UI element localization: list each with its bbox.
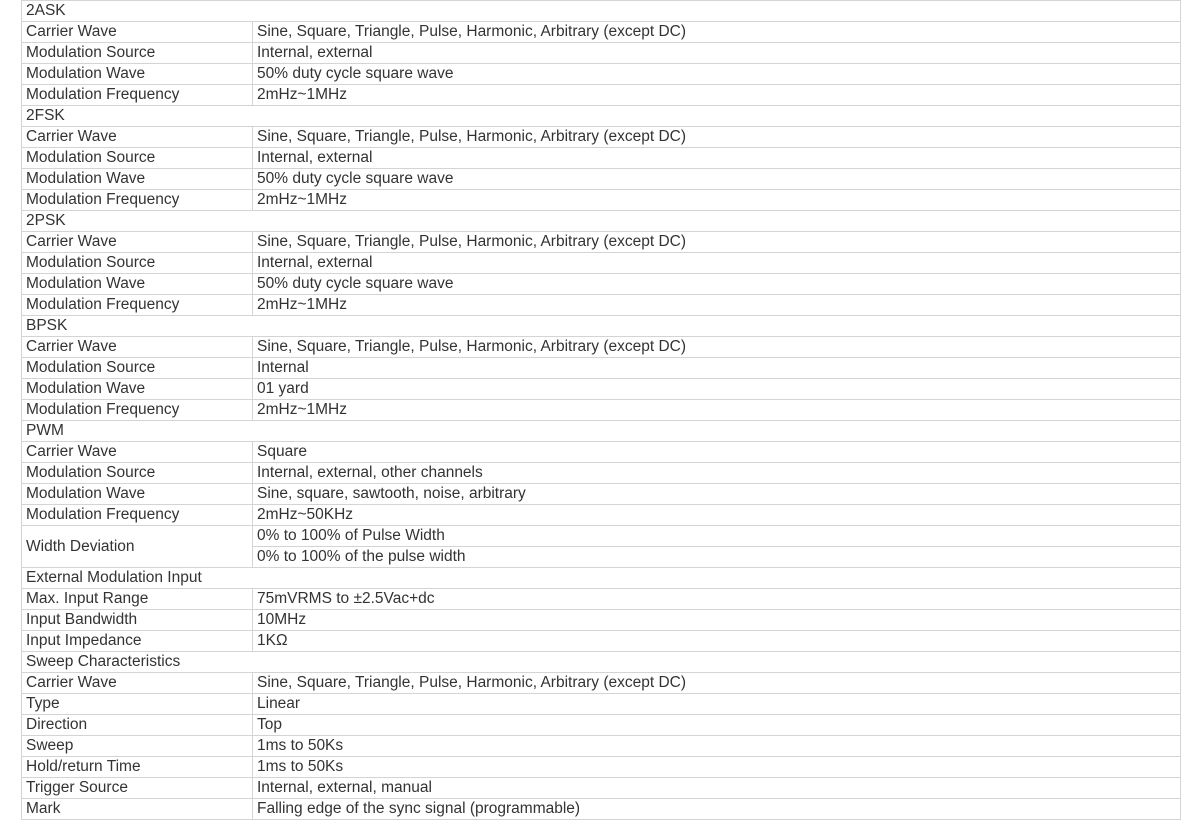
spec-row	[22, 715, 1181, 736]
spec-value: Internal, external, other channels	[253, 463, 1181, 484]
spec-row	[22, 484, 1181, 505]
spec-value: 10MHz	[253, 610, 1181, 631]
spec-label: Sweep	[22, 736, 253, 757]
spec-label: Type	[22, 694, 253, 715]
spec-value: 1ms to 50Ks	[253, 757, 1181, 778]
spec-value: 75mVRMS to ±2.5Vac+dc	[253, 589, 1181, 610]
section-header-row	[22, 652, 1181, 673]
spec-value: 1KΩ	[253, 631, 1181, 652]
spec-row	[22, 778, 1181, 799]
spec-value: Internal, external	[253, 43, 1181, 64]
spec-row	[22, 505, 1181, 526]
spec-label: Carrier Wave	[22, 442, 253, 463]
section-header-row	[22, 1, 1181, 22]
spec-value: 2mHz~1MHz	[253, 190, 1181, 211]
spec-row	[22, 274, 1181, 295]
section-title: 2ASK	[22, 1, 1181, 22]
spec-row	[22, 589, 1181, 610]
spec-label: Carrier Wave	[22, 337, 253, 358]
section-title: PWM	[22, 421, 1181, 442]
spec-row	[22, 526, 1181, 547]
section-title: BPSK	[22, 316, 1181, 337]
spec-row	[22, 148, 1181, 169]
section-header-row	[22, 316, 1181, 337]
spec-row	[22, 358, 1181, 379]
spec-value: Sine, Square, Triangle, Pulse, Harmonic, Arbitrary (except DC)	[253, 22, 1181, 43]
section-title: Sweep Characteristics	[22, 652, 1181, 673]
spec-value: Top	[253, 715, 1181, 736]
spec-value: Internal	[253, 358, 1181, 379]
spec-label: Modulation Frequency	[22, 505, 253, 526]
spec-label: Modulation Wave	[22, 484, 253, 505]
spec-label: Carrier Wave	[22, 22, 253, 43]
spec-table	[21, 0, 1181, 820]
spec-row	[22, 43, 1181, 64]
spec-value: 0% to 100% of Pulse Width	[253, 526, 1181, 547]
spec-value: Internal, external, manual	[253, 778, 1181, 799]
spec-row	[22, 799, 1181, 820]
spec-value: Sine, Square, Triangle, Pulse, Harmonic, Arbitrary (except DC)	[253, 337, 1181, 358]
spec-value: Sine, Square, Triangle, Pulse, Harmonic, Arbitrary (except DC)	[253, 673, 1181, 694]
spec-value: Linear	[253, 694, 1181, 715]
spec-label: Direction	[22, 715, 253, 736]
spec-value: Internal, external	[253, 253, 1181, 274]
section-header-row	[22, 106, 1181, 127]
spec-label: Carrier Wave	[22, 232, 253, 253]
spec-row	[22, 64, 1181, 85]
spec-label: Modulation Frequency	[22, 400, 253, 421]
spec-label: Input Bandwidth	[22, 610, 253, 631]
spec-value: Sine, Square, Triangle, Pulse, Harmonic, Arbitrary (except DC)	[253, 127, 1181, 148]
spec-value: 2mHz~1MHz	[253, 85, 1181, 106]
spec-value: Falling edge of the sync signal (programmable)	[253, 799, 1181, 820]
spec-label: Modulation Source	[22, 463, 253, 484]
spec-value: Sine, Square, Triangle, Pulse, Harmonic, Arbitrary (except DC)	[253, 232, 1181, 253]
spec-value: 50% duty cycle square wave	[253, 64, 1181, 85]
spec-label: Hold/return Time	[22, 757, 253, 778]
spec-value: Sine, square, sawtooth, noise, arbitrary	[253, 484, 1181, 505]
spec-row	[22, 673, 1181, 694]
spec-value: 50% duty cycle square wave	[253, 169, 1181, 190]
spec-row	[22, 379, 1181, 400]
spec-row	[22, 169, 1181, 190]
spec-label: Max. Input Range	[22, 589, 253, 610]
spec-label: Trigger Source	[22, 778, 253, 799]
spec-value: Square	[253, 442, 1181, 463]
spec-row	[22, 295, 1181, 316]
section-title: 2FSK	[22, 106, 1181, 127]
section-title: 2PSK	[22, 211, 1181, 232]
spec-label: Modulation Wave	[22, 274, 253, 295]
spec-label: Modulation Frequency	[22, 85, 253, 106]
spec-label: Modulation Wave	[22, 379, 253, 400]
spec-value: 2mHz~1MHz	[253, 400, 1181, 421]
spec-label: Modulation Wave	[22, 169, 253, 190]
spec-label: Carrier Wave	[22, 127, 253, 148]
spec-row	[22, 337, 1181, 358]
spec-label: Modulation Frequency	[22, 190, 253, 211]
spec-row	[22, 694, 1181, 715]
spec-label: Carrier Wave	[22, 673, 253, 694]
spec-row	[22, 85, 1181, 106]
spec-value: 2mHz~1MHz	[253, 295, 1181, 316]
spec-value: 0% to 100% of the pulse width	[253, 547, 1181, 568]
spec-row	[22, 190, 1181, 211]
spec-value: 50% duty cycle square wave	[253, 274, 1181, 295]
spec-row	[22, 232, 1181, 253]
section-title: External Modulation Input	[22, 568, 1181, 589]
spec-row	[22, 442, 1181, 463]
spec-label: Modulation Wave	[22, 64, 253, 85]
spec-value: 01 yard	[253, 379, 1181, 400]
spec-table-body	[22, 1, 1181, 820]
spec-row	[22, 610, 1181, 631]
spec-label: Mark	[22, 799, 253, 820]
spec-label: Modulation Source	[22, 253, 253, 274]
spec-label: Modulation Source	[22, 148, 253, 169]
section-header-row	[22, 211, 1181, 232]
spec-label: Modulation Source	[22, 358, 253, 379]
spec-row	[22, 22, 1181, 43]
spec-value: Internal, external	[253, 148, 1181, 169]
spec-value: 2mHz~50KHz	[253, 505, 1181, 526]
spec-row	[22, 253, 1181, 274]
spec-row	[22, 463, 1181, 484]
spec-row	[22, 400, 1181, 421]
spec-label: Input Impedance	[22, 631, 253, 652]
spec-label: Width Deviation	[22, 526, 253, 568]
spec-label: Modulation Source	[22, 43, 253, 64]
section-header-row	[22, 568, 1181, 589]
spec-value: 1ms to 50Ks	[253, 736, 1181, 757]
spec-row	[22, 127, 1181, 148]
spec-row	[22, 757, 1181, 778]
spec-row	[22, 736, 1181, 757]
spec-row	[22, 631, 1181, 652]
section-header-row	[22, 421, 1181, 442]
spec-label: Modulation Frequency	[22, 295, 253, 316]
